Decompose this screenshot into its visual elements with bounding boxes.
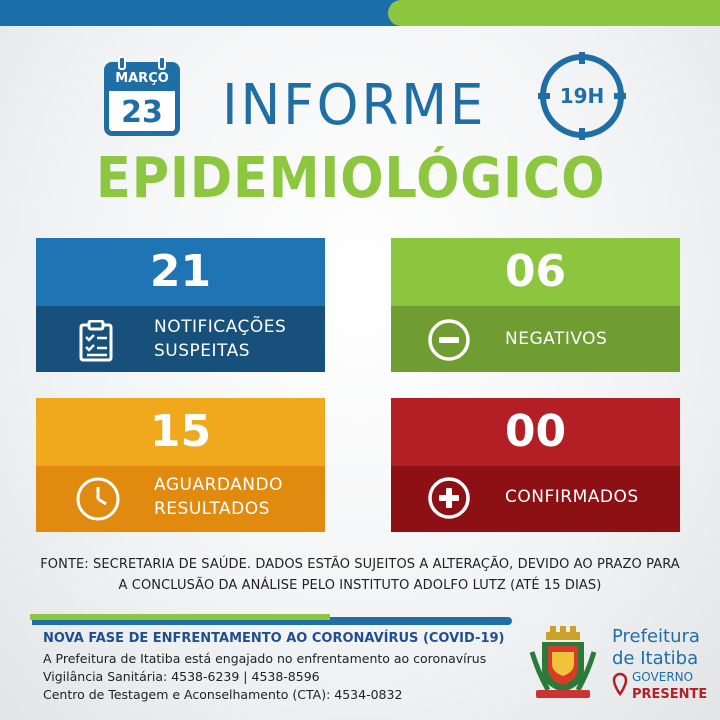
minus-circle-icon <box>427 318 471 362</box>
info-line-2: Vigilância Sanitária: 4538-6239 | 4538-8596 <box>43 669 320 684</box>
card-suspected <box>36 238 325 372</box>
top-bar-green <box>388 0 720 26</box>
source-line-2: A CONCLUSÃO DA ANÁLISE PELO INSTITUTO ADOLFO LUTZ (ATÉ 15 DIAS) <box>118 578 602 593</box>
card-label-line1: NEGATIVOS <box>505 329 608 349</box>
clipboard-icon <box>79 320 113 362</box>
top-bar-blue <box>0 0 400 26</box>
card-number: 00 <box>504 406 567 457</box>
card-negative <box>391 238 680 372</box>
card-label-line2: RESULTADOS <box>154 499 270 519</box>
info-line-3: Centro de Testagem e Aconselhamento (CTA): 4534-0832 <box>43 687 403 702</box>
calendar-icon <box>104 58 180 136</box>
card-awaiting <box>36 398 325 532</box>
source-line-1: FONTE: SECRETARIA DE SAÚDE. DADOS ESTÃO SUJEITOS A ALTERAÇÃO, DEVIDO AO PRAZO PARA <box>40 557 680 572</box>
card-number: 15 <box>149 406 212 457</box>
card-label-line1: CONFIRMADOS <box>505 487 639 507</box>
time-label: 19H <box>559 84 605 108</box>
info-title: NOVA FASE DE ENFRENTAMENTO AO CORONAVÍRUS (COVID-19) <box>43 631 505 646</box>
calendar-day: 23 <box>121 95 163 130</box>
info-line-1: A Prefeitura de Itatiba está engajado no enfrentamento ao coronavírus <box>43 651 487 666</box>
prefeitura-logo-text <box>612 626 700 670</box>
clock-icon <box>75 476 121 522</box>
info-bar-green <box>30 614 330 620</box>
location-pin-icon <box>612 672 628 702</box>
source-note <box>20 554 700 596</box>
governo-label: GOVERNO <box>632 670 694 684</box>
plus-circle-icon <box>427 476 471 520</box>
card-label-line1: NOTIFICAÇÕES <box>154 317 287 337</box>
prefeitura-line1: Prefeitura <box>612 626 700 647</box>
coat-of-arms-icon <box>528 622 598 702</box>
card-label-line2: SUSPEITAS <box>154 341 251 361</box>
calendar-month: MARÇO <box>109 67 175 91</box>
card-number: 21 <box>149 246 212 297</box>
prefeitura-line2: de Itatiba <box>612 648 699 669</box>
card-number: 06 <box>504 246 567 297</box>
title-epidemiologico: EPIDEMIOLÓGICO <box>96 146 606 211</box>
presente-label: PRESENTE <box>632 687 708 702</box>
card-label-line1: AGUARDANDO <box>154 475 283 495</box>
clock-time-icon <box>540 54 624 138</box>
governo-presente-logo <box>612 668 712 712</box>
card-confirmed <box>391 398 680 532</box>
title-informe: INFORME <box>222 73 487 138</box>
